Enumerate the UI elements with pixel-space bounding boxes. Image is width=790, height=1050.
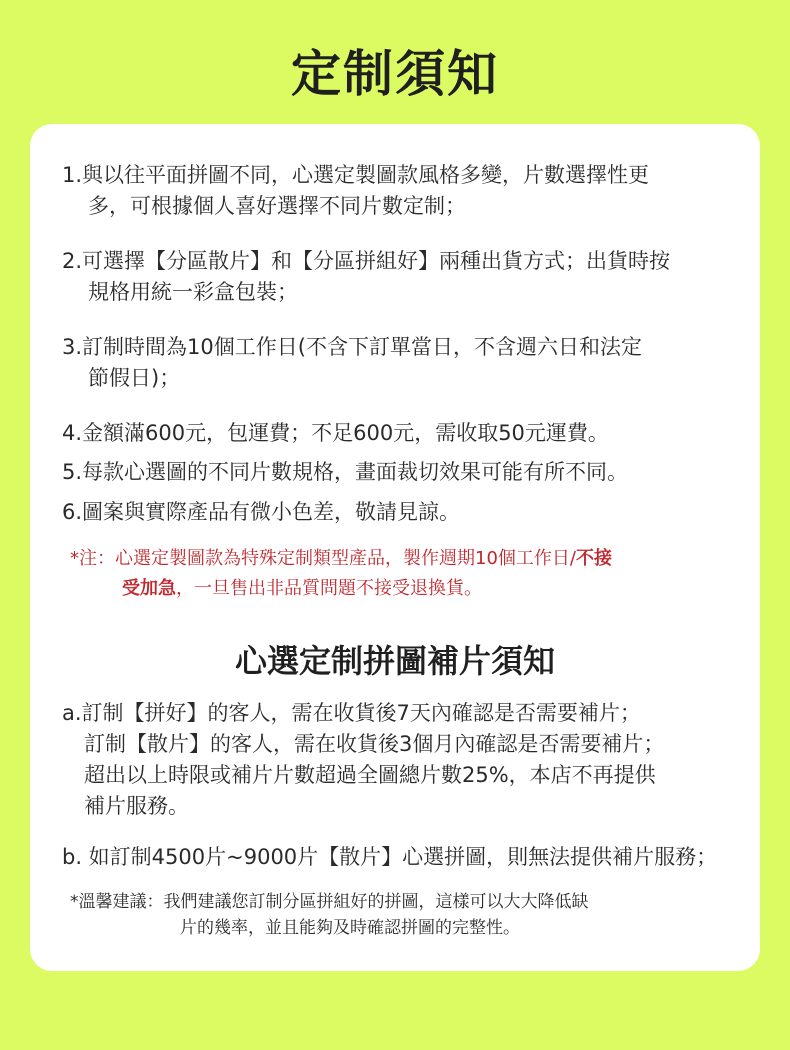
notice-item-2-line1: 2.可選擇【分區散片】和【分區拼組好】兩種出貨方式；出貨時按 [62, 249, 671, 273]
special-note-text: *注：心選定製圖款為特殊定制類型產品，製作週期10個工作日/ [70, 548, 576, 569]
refill-item-b-line1: b. 如訂制4500片~9000片【散片】心選拼圖，則無法提供補片服務； [62, 845, 718, 869]
refill-item-a-line2: 訂制【散片】的客人，需在收貨後3個月內確認是否需要補片； [84, 732, 665, 756]
special-note-text-2: ，一旦售出非品質問題不接受退換貨。 [176, 578, 482, 599]
warm-tip-line2: 片的幾率，並且能夠及時確認拼圖的完整性。 [180, 918, 520, 938]
refill-item-b [62, 842, 762, 873]
notice-item-2 [62, 246, 742, 308]
notice-item-1 [62, 160, 742, 222]
refill-item-a [62, 698, 742, 822]
warm-tip [70, 889, 750, 941]
notice-item-6 [62, 497, 742, 528]
special-note-bold-2: 受加急 [122, 578, 176, 599]
notice-item-1-line2: 多，可根據個人喜好選擇不同片數定制； [88, 194, 466, 218]
notice-item-4-line1: 4.金額滿600元，包運費；不足600元，需收取50元運費。 [62, 421, 609, 445]
special-note [70, 544, 750, 604]
warm-tip-line1: *溫馨建議：我們建議您訂制分區拼組好的拼圖，這樣可以大大降低缺 [70, 892, 589, 912]
refill-item-a-line4: 補片服務。 [84, 794, 189, 818]
notice-item-3-line1: 3.訂制時間為10個工作日(不含下訂單當日，不含週六日和法定 [62, 335, 642, 359]
refill-section-title: 心選定制拼圖補片須知 [234, 642, 555, 680]
page-title: 定制須知 [291, 45, 499, 103]
notice-item-6-line1: 6.圖案與實際產品有微小色差，敬請見諒。 [62, 500, 461, 524]
refill-item-a-line3: 超出以上時限或補片片數超過全圖總片數25%，本店不再提供 [84, 763, 656, 787]
notice-item-3 [62, 332, 742, 394]
notice-item-2-line2: 規格用統一彩盒包裝； [88, 280, 298, 304]
special-note-line2 [70, 574, 750, 604]
notice-item-3-line2: 節假日)； [88, 366, 181, 390]
notice-item-5-line1: 5.每款心選圖的不同片數規格，畫面裁切效果可能有所不同。 [62, 460, 629, 484]
notice-item-1-line1: 1.與以往平面拼圖不同，心選定製圖款風格多變，片數選擇性更 [62, 163, 650, 187]
special-note-line1 [70, 548, 612, 569]
notice-item-5 [62, 457, 742, 488]
notice-item-4 [62, 418, 742, 449]
special-note-bold-1: 不接 [575, 548, 612, 569]
refill-item-a-line1: a.訂制【拼好】的客人，需在收貨後7天內確認是否需要補片； [62, 701, 641, 725]
